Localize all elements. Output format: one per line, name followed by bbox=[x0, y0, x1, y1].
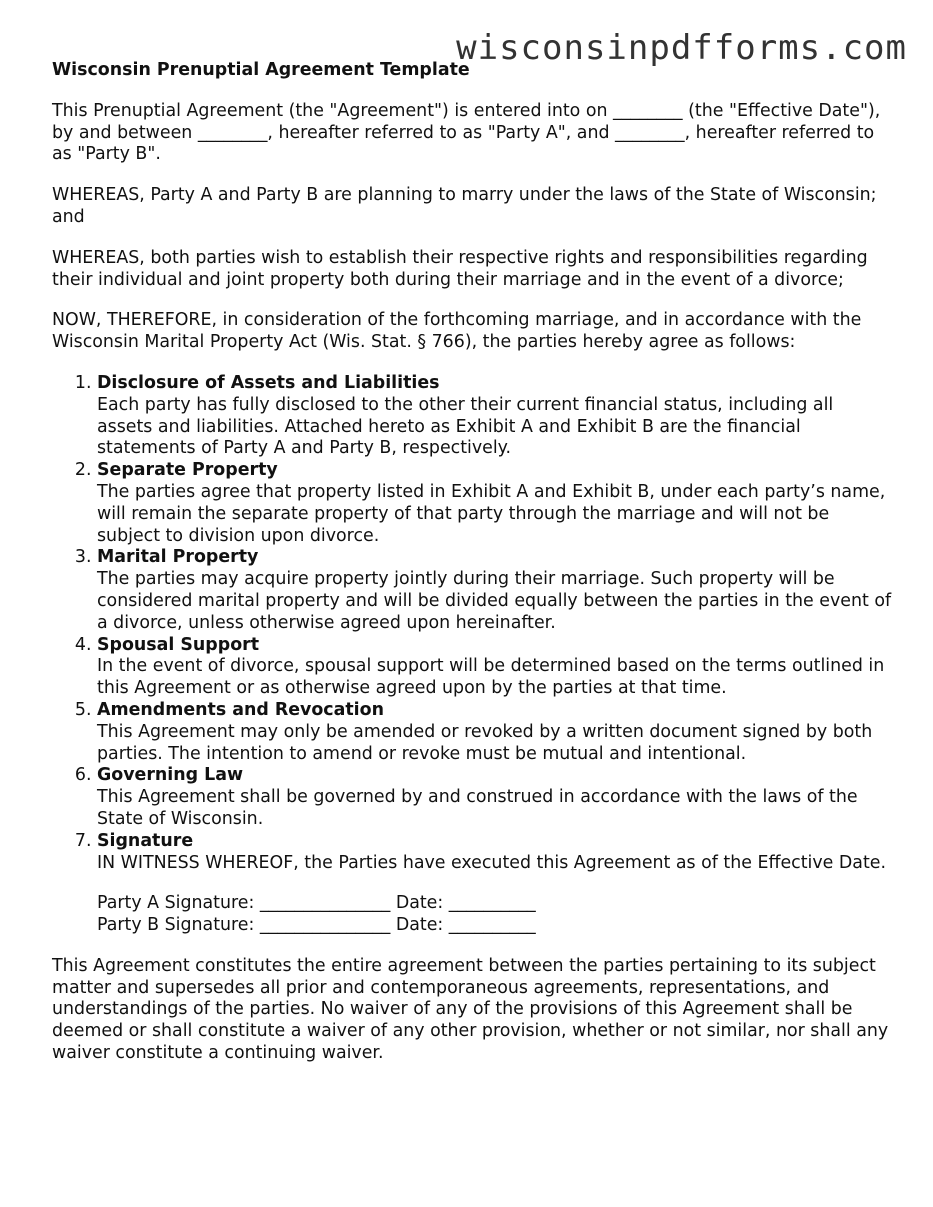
whereas-paragraph-1: WHEREAS, Party A and Party B are planning to marry under the laws of the State of Wisconsin; and bbox=[52, 185, 877, 227]
section-item bbox=[97, 547, 892, 634]
section-title: 3. Marital Property bbox=[97, 547, 259, 568]
closing-paragraph: This Agreement constitutes the entire agreement between the parties pertaining to its subject matter and supersedes all prior and contemporaneous agreements, representations, and understandings of the parties. No waiver of any of the provisions of this Agreement shall be deemed or shall constitute a waiver of any other provision, whether or not similar, nor shall any waiver constitute a continuing waiver. bbox=[52, 955, 889, 1064]
signature-block bbox=[97, 893, 892, 937]
section-item bbox=[97, 373, 892, 460]
document-title: Wisconsin Prenuptial Agreement Template bbox=[52, 60, 470, 80]
site-watermark: wisconsinpdfforms.com bbox=[456, 28, 907, 68]
section-item bbox=[97, 700, 892, 765]
section-body: IN WITNESS WHEREOF, the Parties have executed this Agreement as of the Effective Date. bbox=[97, 852, 886, 873]
section-body: In the event of divorce, spousal support will be determined based on the terms outlined in this Agreement or as otherwise agreed upon by the parties at that time. bbox=[97, 656, 885, 699]
section-body: The parties agree that property listed in Exhibit A and Exhibit B, under each party’s name, will remain the separate property of that party through the marriage and will not be subject to division upon divorce. bbox=[97, 481, 886, 546]
document-page bbox=[52, 60, 892, 1084]
now-therefore-paragraph: NOW, THEREFORE, in consideration of the forthcoming marriage, and in accordance with the Wisconsin Marital Property Act (Wis. Stat. § 766), the parties hereby agree as follows: bbox=[52, 310, 862, 353]
section-item bbox=[97, 635, 892, 700]
section-item bbox=[97, 765, 892, 830]
section-title: 6. Governing Law bbox=[97, 765, 244, 786]
party-b-signature-line: Party B Signature: _______________ Date: __________ bbox=[97, 915, 536, 936]
section-title: 7. Signature bbox=[97, 830, 194, 851]
party-a-signature-line: Party A Signature: _______________ Date: __________ bbox=[97, 893, 536, 914]
intro-paragraph: This Prenuptial Agreement (the "Agreement") is entered into on ________ (the "Effective Date"), by and between ________, hereafter referred to as "Party A", and ________, hereafter referred to as "Party B". bbox=[52, 100, 881, 165]
section-body: The parties may acquire property jointly during their marriage. Such property will be considered marital property and will be divided equally between the parties in the event of a divorce, unless otherwise agreed upon hereinafter. bbox=[97, 569, 892, 633]
section-body: Each party has fully disclosed to the other their current financial status, including all assets and liabilities. Attached hereto as Exhibit A and Exhibit B are the financial statements of Party A and Party B, respectively. bbox=[97, 394, 834, 459]
section-title: 1. Disclosure of Assets and Liabilities bbox=[97, 372, 440, 393]
section-item bbox=[97, 831, 892, 937]
sections-list bbox=[52, 373, 892, 937]
section-title: 2. Separate Property bbox=[97, 460, 278, 481]
section-body: This Agreement shall be governed by and construed in accordance with the laws of the State of Wisconsin. bbox=[97, 787, 858, 829]
section-item bbox=[97, 460, 892, 547]
whereas-paragraph-2: WHEREAS, both parties wish to establish their respective rights and responsibilities regarding their individual and joint property both during their marriage and in the event of a divorce; bbox=[52, 247, 868, 290]
section-body: This Agreement may only be amended or revoked by a written document signed by both parties. The intention to amend or revoke must be mutual and intentional. bbox=[97, 721, 873, 764]
section-title: 4. Spousal Support bbox=[97, 634, 260, 655]
section-title: 5. Amendments and Revocation bbox=[97, 699, 384, 720]
